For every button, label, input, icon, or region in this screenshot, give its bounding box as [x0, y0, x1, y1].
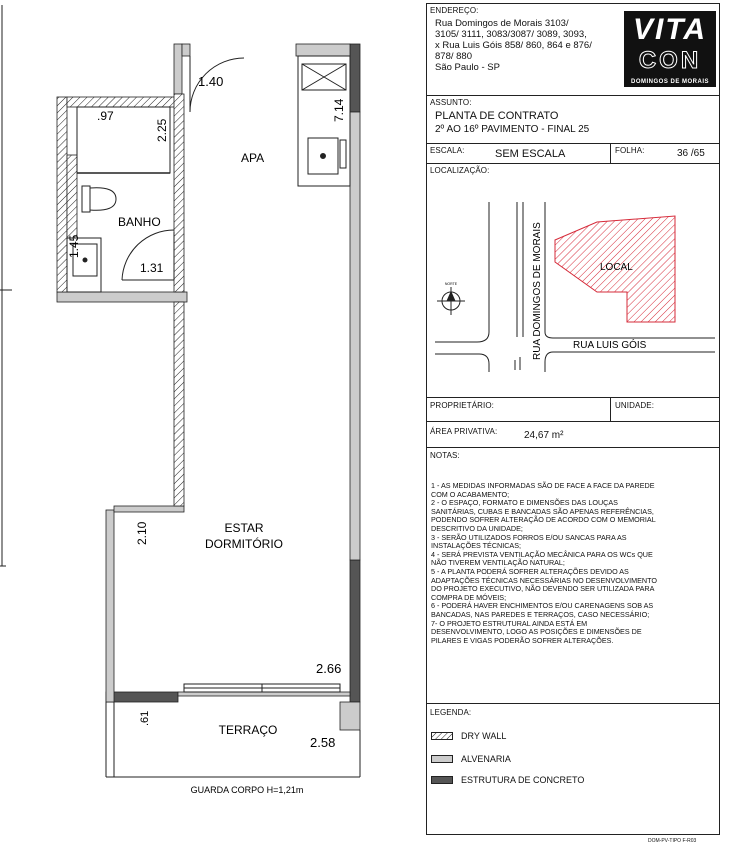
address-line: x Rua Luis Góis 858/ 860, 864 e 876/	[435, 40, 592, 51]
sheet-label: FOLHA:	[615, 146, 645, 155]
guarda-corpo-note: GUARDA CORPO H=1,21m	[190, 785, 304, 795]
dim-131: 1.31	[140, 261, 164, 275]
location-section	[427, 164, 719, 398]
street-horizontal-label: RUA LUIS GÓIS	[573, 340, 647, 351]
note-line: 6 - PODERÁ HAVER ENCHIMENTOS E/OU CARENAGENS SOB AS	[431, 601, 654, 611]
masonry-swatch-icon	[431, 755, 453, 763]
location-label: LOCALIZAÇÃO:	[430, 166, 490, 175]
owner-section	[427, 398, 719, 422]
room-apa: APA	[241, 151, 265, 165]
legend-text: ALVENARIA	[461, 754, 511, 764]
note-line: 4 - SERÁ PREVISTA VENTILAÇÃO MECÂNICA PARA OS WCs QUE	[431, 549, 653, 559]
note-line: 2 - O ESPAÇO, FORMATO E DIMENSÕES DAS LOUÇAS	[431, 498, 618, 508]
dim-714: 7.14	[332, 98, 346, 122]
note-line: NÃO TIVEREM VENTILAÇÃO NATURAL;	[431, 558, 565, 568]
subject-line-1: PLANTA DE CONTRATO	[435, 110, 559, 122]
address-line: 3105/ 3111, 3083/3087/ 3089, 3093,	[435, 29, 587, 40]
note-line: DO PROJETO EXECUTIVO, NÃO DEVENDO SER UTILIZADA PARA	[431, 584, 655, 594]
street-vertical-label: RUA DOMINGOS DE MORAIS	[532, 222, 543, 360]
notes-label: NOTAS:	[430, 451, 460, 460]
drywall-swatch-icon	[431, 732, 453, 740]
note-line: BANCADAS, NAS PAREDES E TERRAÇOS, CASO NECESSÁRIO;	[431, 609, 650, 619]
north-label: NORTE	[444, 282, 458, 286]
dim-145: 1.45	[67, 234, 81, 258]
legend-item-drywall	[431, 731, 506, 741]
area-section	[427, 422, 719, 448]
room-estar: ESTAR	[224, 521, 264, 535]
note-line: SANITÁRIAS, CUBAS E BANCADAS SÃO APENAS REFERÊNCIAS,	[431, 506, 654, 516]
notes-list	[431, 482, 717, 645]
dim-210: 2.10	[135, 521, 149, 545]
address-line: Rua Domingos de Morais 3103/	[435, 18, 569, 29]
subject-line-2: 2º AO 16º PAVIMENTO - FINAL 25	[435, 124, 590, 135]
note-line: PILARES E VIGAS PODERÃO SOFRER ALTERAÇÕES.	[431, 635, 614, 645]
dim-097: .97	[97, 109, 114, 123]
note-line: 1 - AS MEDIDAS INFORMADAS SÃO DE FACE A FACE DA PAREDE	[431, 481, 655, 490]
address-section	[427, 4, 719, 96]
location-map	[427, 182, 719, 392]
legend-label: LEGENDA:	[430, 708, 472, 717]
scale-value: SEM ESCALA	[495, 148, 566, 160]
address-label: ENDEREÇO:	[430, 6, 479, 15]
notes-section	[427, 448, 719, 704]
subject-label: ASSUNTO:	[430, 98, 472, 107]
note-line: COMPRA DE MÓVEIS;	[431, 592, 507, 602]
dim-225: 2.25	[155, 118, 169, 142]
room-banho: BANHO	[118, 215, 161, 229]
note-line: PODENDO SOFRER ALTERAÇÃO DE ACORDO COM O MEMORIAL	[431, 515, 656, 525]
legend-text: ESTRUTURA DE CONCRETO	[461, 775, 585, 785]
terrace-window	[184, 684, 340, 692]
scale-section	[427, 144, 719, 164]
subject-section	[427, 96, 719, 144]
scale-label: ESCALA:	[430, 146, 465, 155]
vitacon-logo	[624, 11, 716, 87]
local-label: LOCAL	[600, 262, 633, 273]
unit-label: UNIDADE:	[615, 401, 655, 410]
area-value: 24,67 m²	[524, 430, 564, 441]
dim-140: 1.40	[198, 74, 224, 89]
note-line: 7- O PROJETO ESTRUTURAL AINDA ESTÁ EM	[431, 618, 588, 628]
legend-text: DRY WALL	[461, 731, 507, 741]
note-line: DESENVOLVIMENTO, LOGO AS POSIÇÕES E DIMENSÕES DE	[431, 627, 642, 637]
note-line: ADAPTAÇÕES TÉCNICAS NECESSÁRIAS NO DESENVOLVIMENTO	[431, 575, 657, 585]
logo-text-bottom: DOMINGOS DE MORAIS	[630, 79, 709, 85]
sheet-value: 36 /65	[677, 148, 705, 159]
toilet	[82, 186, 116, 212]
address-lines	[435, 18, 592, 73]
note-line: INSTALAÇÕES TÉCNICAS;	[431, 541, 521, 551]
north-arrow-icon	[437, 287, 465, 315]
logo-text-top: VITA	[632, 13, 708, 46]
drawing-code: DOM-PV-TIPO F-R03	[648, 838, 697, 844]
note-line: DESCRITIVO DA UNIDADE;	[431, 523, 523, 533]
room-dormitorio: DORMITÓRIO	[205, 537, 283, 551]
room-terraco: TERRAÇO	[218, 723, 278, 737]
logo-text-mid: CON	[638, 47, 702, 74]
dim-266: 2.66	[316, 661, 342, 676]
address-line: 878/ 880	[435, 51, 472, 62]
legend-item-concrete	[431, 775, 584, 785]
dim-258: 2.58	[310, 735, 336, 750]
dim-061: .61	[139, 710, 151, 726]
title-block	[426, 3, 720, 835]
address-line: São Paulo - SP	[435, 62, 500, 73]
legend-item-masonry	[431, 754, 511, 764]
note-line: COM O ACABAMENTO;	[431, 489, 510, 499]
area-label: ÁREA PRIVATIVA:	[430, 427, 498, 436]
note-line: 5 - A PLANTA PODERÁ SOFRER ALTERAÇÕES DEVIDO AS	[431, 566, 629, 576]
owner-label: PROPRIETÁRIO:	[430, 401, 494, 410]
concrete-swatch-icon	[431, 776, 453, 784]
legend-section	[427, 704, 719, 834]
note-line: 3 - SERÃO UTILIZADOS FORROS E/OU SANCAS PARA AS	[431, 532, 627, 542]
